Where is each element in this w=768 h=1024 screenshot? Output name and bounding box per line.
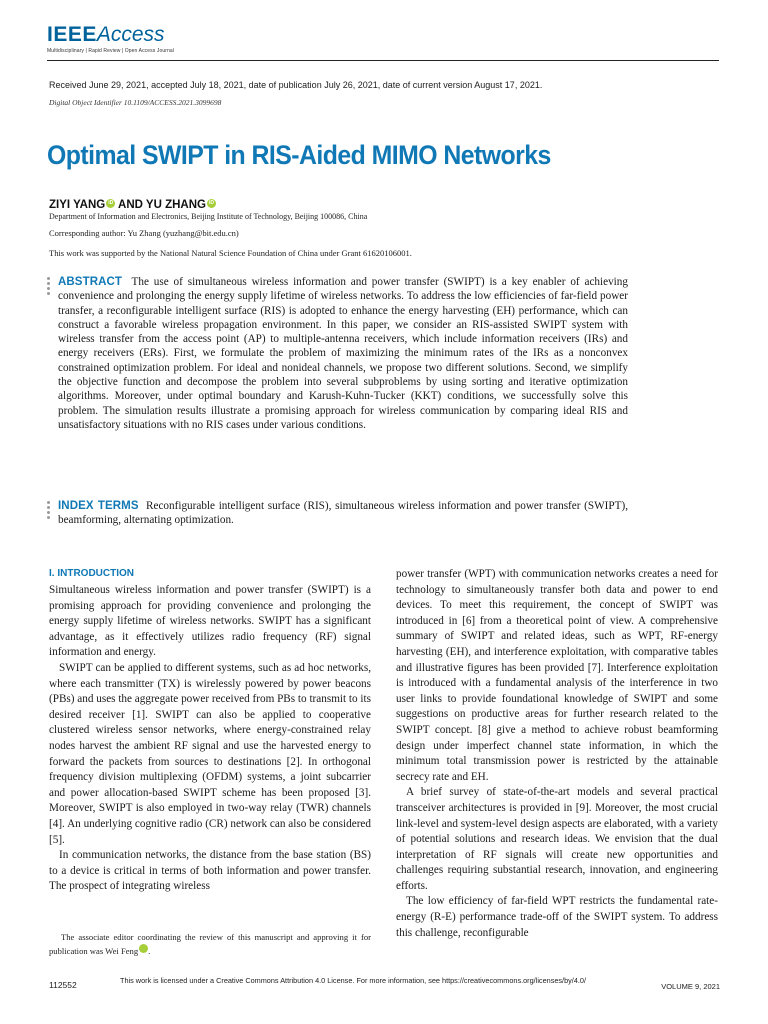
author-line bbox=[49, 199, 216, 211]
footnote-text: The associate editor coordinating the review of this manuscript and approving it for publication was Wei Feng bbox=[49, 932, 371, 956]
volume-label: VOLUME 9, 2021 bbox=[661, 982, 720, 991]
author-name: YU ZHANG bbox=[145, 199, 206, 211]
logo-access-text: Access bbox=[96, 23, 165, 46]
index-terms-marker-icon bbox=[47, 501, 51, 521]
orcid-icon[interactable]: iD bbox=[108, 200, 114, 206]
author-conjunction: AND bbox=[115, 199, 146, 211]
affiliation: Department of Information and Electronics, Beijing Institute of Technology, Beijing 100086, China bbox=[49, 212, 368, 221]
journal-logo bbox=[47, 23, 247, 59]
section-heading: I. INTRODUCTION bbox=[49, 568, 134, 579]
paragraph: SWIPT can be applied to different systems, such as ad hoc networks, where each transmitter (TX) is wirelessly powered by power beacons (PBs) and uses the aggregate power received from PBs to transmit to its desired receiver [1]. SWIPT can also be applied to cooperative clustered wireless sensor networks, where energy-constrained relay nodes harvest the ambient RF signal and use the harvested energy to forward the packets from sources to destinations [2]. In orthogonal frequency division multiplexing (OFDM) systems, a joint subcarrier and power allocation-based SWIPT scheme has been proposed [3]. Moreover, SWIPT is also employed in two-way relay (TWR) channels [4]. An underlying cognitive radio (CR) network can also be considered [5]. bbox=[49, 661, 371, 846]
received-dates: Received June 29, 2021, accepted July 18, 2021, date of publication July 26, 2021, date of current version August 17, 2021. bbox=[49, 80, 543, 90]
paragraph: In communication networks, the distance from the base station (BS) to a device is critical in terms of both information and power transfer. The prospect of integrating wireless bbox=[49, 849, 371, 893]
funding-note: This work was supported by the National Natural Science Foundation of China under Grant 61620106001. bbox=[49, 248, 412, 258]
index-terms bbox=[58, 499, 628, 528]
header-divider bbox=[47, 60, 719, 61]
index-terms-text: Reconfigurable intelligent surface (RIS), simultaneous wireless information and power transfer (SWIPT), beamforming, alternating optimization. bbox=[58, 500, 628, 527]
abstract bbox=[58, 275, 628, 432]
right-column bbox=[396, 567, 718, 941]
orcid-icon[interactable]: iD bbox=[208, 200, 214, 206]
orcid-icon[interactable]: iD bbox=[139, 944, 148, 953]
logo-ieee-text: IEEE bbox=[47, 23, 97, 46]
footnote-end: . bbox=[148, 946, 151, 956]
editor-footnote bbox=[49, 930, 371, 958]
page-number: 112552 bbox=[49, 980, 77, 990]
paragraph: The low efficiency of far-field WPT restricts the fundamental rate-energy (R-E) performance trade-off of the SWIPT system. To address this challenge, reconfigurable bbox=[396, 895, 718, 939]
abstract-marker-icon bbox=[47, 277, 51, 297]
abstract-label: ABSTRACT bbox=[58, 276, 123, 288]
index-terms-label: INDEX TERMS bbox=[58, 500, 139, 512]
paper-title: Optimal SWIPT in RIS-Aided MIMO Networks bbox=[47, 140, 551, 170]
left-column bbox=[49, 583, 371, 895]
logo-tagline: Multidisciplinary | Rapid Review | Open Access Journal bbox=[47, 48, 174, 54]
paragraph: Simultaneous wireless information and power transfer (SWIPT) is a promising approach for providing convenience and prolonging the energy supply lifetime of wireless networks. SWIPT has a significant advantage, as it effectively utilizes radio frequency (RF) signal information and energy. bbox=[49, 584, 371, 659]
license-notice: This work is licensed under a Creative Commons Attribution 4.0 License. For more information, see https://creativecommons.org/licenses/by/4.0/ bbox=[120, 976, 586, 985]
author-name: ZIYI YANG bbox=[49, 199, 106, 211]
paragraph: A brief survey of state-of-the-art models and several practical transceiver architectures is provided in [9]. Moreover, the most crucial link-level and system-level design aspects are elaborated, with a variety of potential solutions and research ideas. We envision that the dual interpretation of RF signals will create new opportunities and challenges requiring substantial research, innovation, and engineering efforts. bbox=[396, 786, 718, 892]
doi-line: Digital Object Identifier 10.1109/ACCESS.2021.3099698 bbox=[49, 98, 222, 107]
paragraph: power transfer (WPT) with communication networks creates a need for technology to simultaneously transfer both data and power to end devices. To meet this requirement, the concept of SWIPT was introduced in [6] from a theoretical point of view. A comprehensive summary of SWIPT and related ideas, such as WPT, RF-energy harvesting (EH), and interference exploitation, with comparative tables and illustrative figures has been provided [7]. Interference exploitation is introduced with a fundamental analysis of the interference in two user links to provide foundational knowledge of SWIPT and some suggestions on productive areas for further research related to the SWIPT concept. [8] give a method to achieve robust beamforming design under imperfect channel state information, in which the minimum total transmission power is restricted by the attainable secrecy rate and EH. bbox=[396, 568, 718, 783]
abstract-text: The use of simultaneous wireless information and power transfer (SWIPT) is a key enabler of achieving convenience and prolonging the energy supply lifetime of wireless networks. To address the low efficiencies of far-field power transfer, a reconfigurable intelligent surface (RIS) is adopted to enhance the energy harvesting (EH) performance, which can construct a favorable wireless propagation environment. In this paper, we consider an RIS-assisted SWIPT system with wireless transfer from the access point (AP) to multiple-antenna receivers, which include information receivers (IRs) and energy receivers (ERs). First, we formulate the problem of maximizing the minimum rates of the IRs as a nonconvex constrained optimization problem. For ideal and nonideal channels, we propose two different solutions. Second, we simplify the objective function and decompose the problem into several subproblems by using sorting and iterative optimization algorithms. Moreover, under optimal boundary and Karush-Kuhn-Tucker (KKT) conditions, we successfully solve this problem. The simulation results illustrate a promising approach for wireless communication by comparing ideal RIS and unsatisfactory situations with no RIS cases under various conditions. bbox=[58, 276, 628, 431]
corresponding-author: Corresponding author: Yu Zhang (yuzhang@bit.edu.cn) bbox=[49, 228, 239, 238]
